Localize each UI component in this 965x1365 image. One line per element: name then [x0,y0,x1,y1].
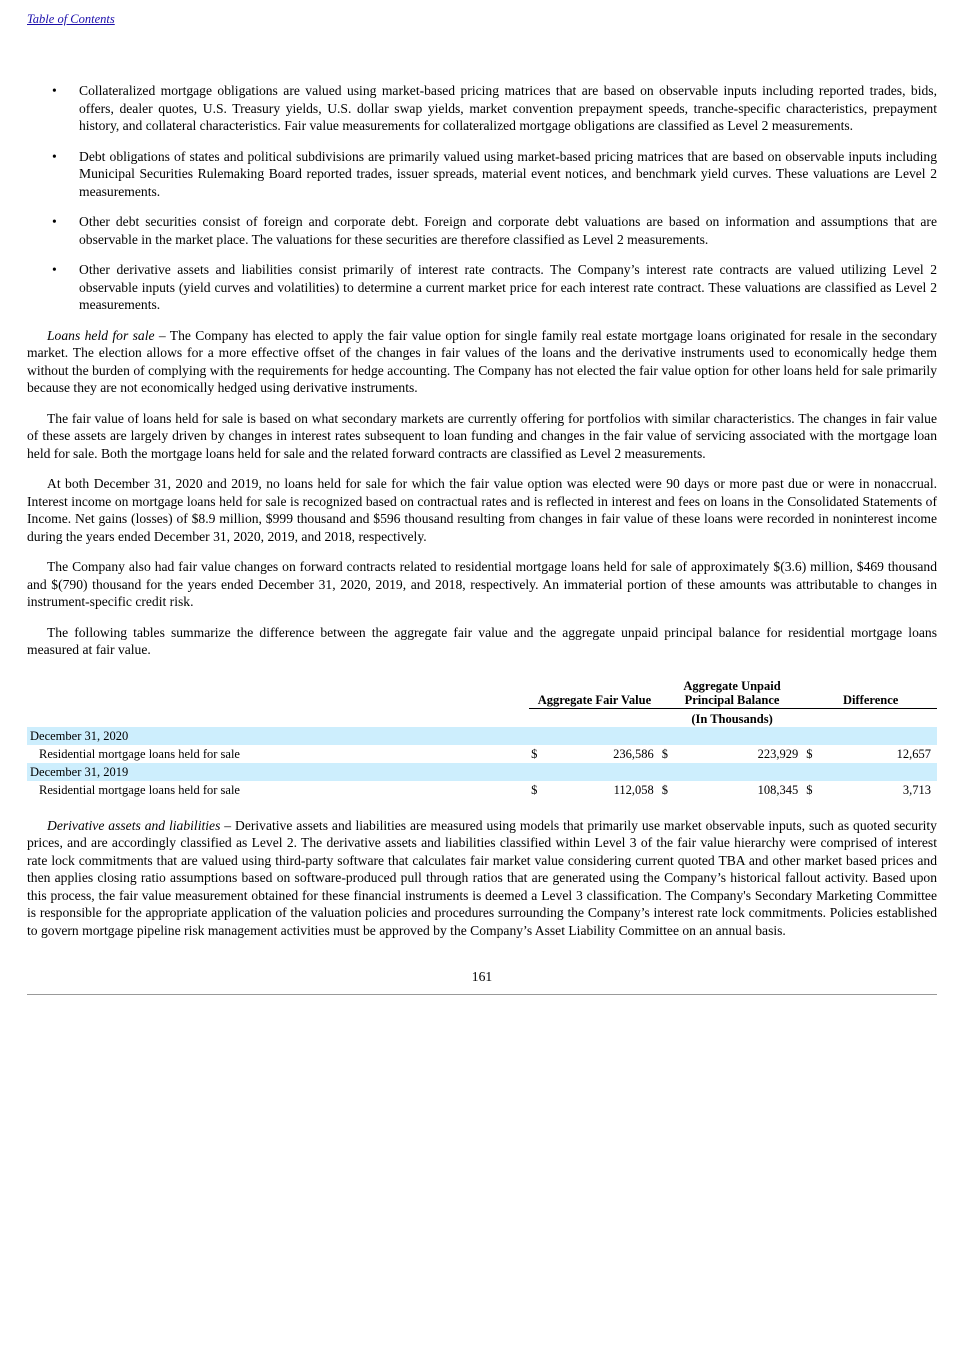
paragraph-derivatives [27,817,937,940]
table-of-contents-link[interactable]: Table of Contents [27,12,115,26]
bullet-icon: • [52,148,57,164]
currency-symbol: $ [806,746,813,761]
currency-symbol: $ [661,746,668,761]
bullet-text: Other derivative assets and liabilities consist primarily of interest rate contracts. The Company’s interest rate contracts are valued utilizing Level 2 observable inputs (yield curves and volatilities) to determine a current market price for each interest rate contract. These valuations are classified as Level 2 measurements. [79,262,937,312]
section-label: December 31, 2020 [27,727,937,745]
table-section-row [27,727,937,745]
fair-value-cell: 112,058 [613,782,654,797]
fair-value-cell: 236,586 [613,746,654,761]
currency-symbol: $ [531,746,538,761]
bullet-text: Debt obligations of states and political subdivisions are primarily valued using market-based pricing matrices that are based on observable inputs including Municipal Securities Rulemaking Board reported trades, issuer spreads, material event notices, and benchmark yield curves. These valuations are Level 2 measurements. [79,148,937,199]
table-header-row [27,679,937,709]
document-page [27,10,937,995]
row-label: Residential mortgage loans held for sale [39,746,240,761]
currency-symbol: $ [531,782,538,797]
bullet-icon: • [52,83,57,98]
bullet-icon: • [52,262,57,277]
bullet-item-other-debt [27,213,937,248]
units-label: (In Thousands) [691,711,773,726]
paragraph-fair-value-basis: The fair value of loans held for sale is based on what secondary markets are currently offering for portfolios with similar characteristics. The changes in fair value of these assets are largely driven by changes in interest rates subsequent to loan funding and changes in the fair value of servicing associated with the mortgage loan held for sale. Both the mortgage loans held for sale and the related forward contracts are classified as Level 2 measurements. [27,410,937,461]
difference-cell: 12,657 [896,746,931,761]
page-number: 161 [27,969,937,995]
valuation-bullet-list [27,82,937,314]
paragraph-table-intro: The following tables summarize the difference between the aggregate fair value and the aggregate unpaid principal balance for residential mortgage loans measured at fair value. [27,624,937,657]
paragraph-past-due: At both December 31, 2020 and 2019, no loans held for sale for which the fair value option was elected were 90 days or more past due or were in nonaccrual. Interest income on mortgage loans held for sale is recognized based on contractual rates and is reflected in interest and fees on loans in the Consolidated Statements of Income. Net gains (losses) of $8.9 million, $999 thousand and $596 thousand resulting from changes in fair value of these loans were recorded in noninterest income during the years ended December 31, 2020, 2019, and 2018, respectively. [27,476,937,544]
column-header-line-2: Principal Balance [684,692,780,707]
currency-symbol: $ [806,782,813,797]
paragraph-heading: Loans held for sale [47,327,155,343]
paragraph-loans-held-for-sale [27,327,937,397]
fair-value-table [27,679,937,799]
column-header-line-1: Aggregate Unpaid [683,678,781,693]
bullet-text: Collateralized mortgage obligations are valued using market-based pricing matrices that are based on observable inputs including reported trades, bids, offers, dealer quotes, U.S. Treasury yields, U.S. dollar swap yields, market convention prepayment speeds, tranche-specific characteristics, prepayment history, and collateral characteristics. Fair value measurements for collateralized mortgage obligations are classified as Level 2 measurements. [79,83,937,133]
unpaid-balance-cell: 108,345 [757,782,799,797]
column-header-difference: Difference [804,679,937,709]
bullet-text: Other debt securities consist of foreign and corporate debt. Foreign and corporate debt valuations are based on information and assumptions that are observable in the market place. The valuations for these securities are therefore classified as Level 2 measurements. [79,214,937,247]
paragraph-body: – Derivative assets and liabilities are measured using models that primarily use market observable inputs, such as quoted security prices, and are accordingly classified as Level 2. The derivative assets and liabilities classified within Level 3 of the fair value hierarchy were comprised of interest rate lock commitments that are valued using third-party software that calculates fair market value considering current quoted TBA and other market based prices and then applies closing ratio assumptions based on software-produced pull through ratios that are generated using the Company’s historical fallout activity. Based upon this process, the fair value measurement obtained for these financial instruments is deemed a Level 3 classification. The Company's Secondary Marketing Committee is responsible for the appropriate application of the valuation policies and procedures surrounding the Company’s interest rate lock commitments. Policies established to govern mortgage pipeline risk management activities must be approved by the Company’s Asset Liability Committee on an annual basis. [27,817,937,938]
difference-cell: 3,713 [902,782,931,797]
currency-symbol: $ [661,782,668,797]
paragraph-forward-contracts: The Company also had fair value changes on forward contracts related to residential mortgage loans held for sale of approximately $(3.6) million, $469 thousand and $(790) thousand for the years ended December 31, 2020, 2019, and 2018, respectively. An immaterial portion of these amounts was attributable to changes in instrument-specific credit risk. [27,559,937,609]
bullet-item-derivatives [27,261,937,314]
paragraph-heading: Derivative assets and liabilities [47,817,221,833]
table-units-row [27,708,937,727]
section-label: December 31, 2019 [27,763,937,781]
bullet-icon: • [52,214,57,229]
paragraph-body: – The Company has elected to apply the fair value option for single family real estate mortgage loans originated for resale in the secondary market. The election allows for a more effective offset of the changes in fair values of the loans and the derivative instruments used to economically hedge them without the burden of complying with the requirements for hedge accounting. The Company has not elected the fair value option for other loans held for sale primarily because they are not economically hedged using derivative instruments. [27,327,937,395]
bullet-item-municipal [27,148,937,201]
table-row [27,781,937,799]
row-label: Residential mortgage loans held for sale [39,782,240,797]
unpaid-balance-cell: 223,929 [757,746,799,761]
column-header-fair-value: Aggregate Fair Value [529,679,660,709]
table-row [27,745,937,763]
bullet-item-cmo [27,82,937,135]
column-header-unpaid-balance [660,679,805,709]
table-section-row [27,763,937,781]
